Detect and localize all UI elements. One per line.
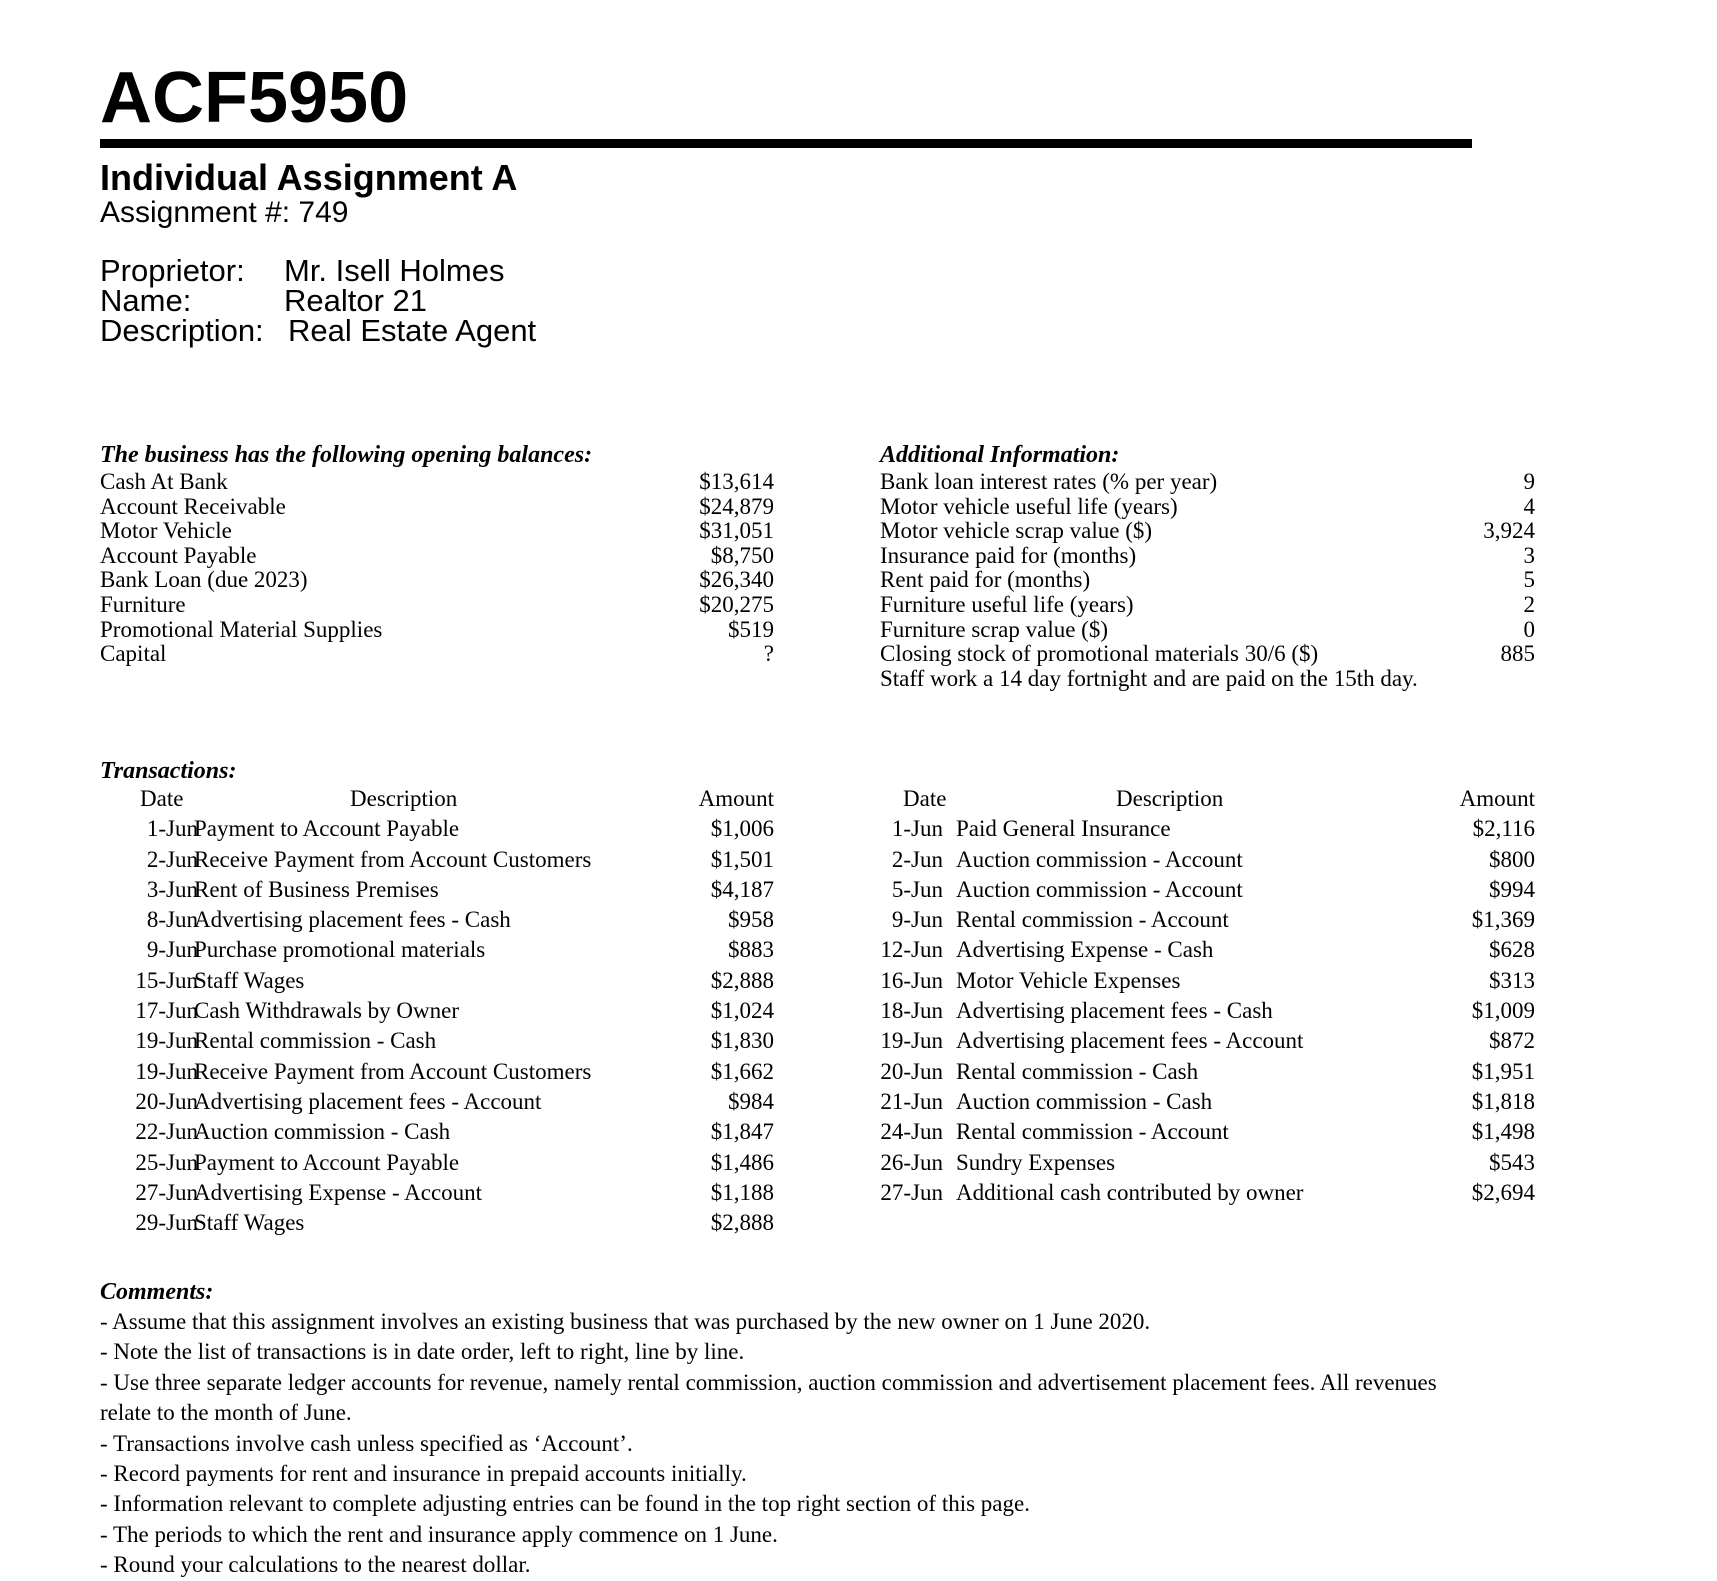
transaction-amount: $1,369 [1471, 907, 1535, 933]
assignment-number: Assignment #: 749 [100, 196, 349, 229]
balance-amount: $24,879 [699, 493, 774, 519]
info-label: Motor vehicle useful life (years) [880, 493, 1178, 519]
transaction-amount: $1,951 [1471, 1058, 1535, 1084]
table-row [860, 875, 1535, 905]
balance-label: Capital [100, 641, 167, 667]
table-row [860, 1057, 1535, 1087]
transaction-date: 20-Jun [880, 1058, 943, 1084]
table-row [860, 1026, 1535, 1056]
transaction-description: Rental commission - Account [956, 1119, 1229, 1145]
transaction-date: 1-Jun [146, 816, 198, 842]
table-row [860, 845, 1535, 875]
amount-column-header: Amount [1459, 786, 1535, 811]
balance-row [100, 618, 774, 643]
additional-information-heading: Additional Information: [880, 442, 1120, 468]
balance-row [100, 568, 774, 593]
table-row [100, 996, 774, 1026]
transaction-description: Rent of Business Premises [194, 876, 439, 902]
transaction-amount: $872 [1489, 1028, 1535, 1054]
transaction-amount: $628 [1489, 937, 1535, 963]
balance-label: Bank Loan (due 2023) [100, 567, 308, 593]
table-row [860, 1117, 1535, 1147]
table-row [860, 935, 1535, 965]
transaction-amount: $543 [1489, 1149, 1535, 1175]
transaction-amount: $958 [728, 907, 774, 933]
info-label: Bank loan interest rates (% per year) [880, 469, 1218, 494]
info-row [880, 544, 1535, 569]
table-row [860, 1178, 1535, 1208]
transaction-description: Auction commission - Account [956, 846, 1243, 872]
comment-line: - Transactions involve cash unless specified as ‘Account’. [100, 1430, 633, 1456]
transaction-date: 12-Jun [880, 937, 943, 963]
transaction-amount: $1,009 [1471, 998, 1535, 1024]
transaction-description: Auction commission - Cash [956, 1088, 1213, 1114]
transaction-description: Receive Payment from Account Customers [194, 1058, 592, 1084]
additional-information [880, 440, 1535, 691]
balance-amount: $20,275 [699, 591, 774, 617]
info-row [880, 495, 1535, 520]
table-row [100, 1087, 774, 1117]
table-row [860, 814, 1535, 844]
opening-balances-list [100, 470, 774, 667]
comments-list [100, 1307, 1460, 1581]
title-rule [100, 139, 1472, 148]
transaction-description: Cash Withdrawals by Owner [194, 998, 460, 1024]
transaction-amount: $2,116 [1472, 816, 1535, 842]
transaction-amount: $2,888 [710, 967, 774, 993]
balance-row [100, 593, 774, 618]
info-value: 2 [1523, 591, 1535, 617]
course-code: ACF5950 [100, 58, 409, 138]
transaction-amount: $1,847 [710, 1119, 774, 1145]
transaction-date: 24-Jun [880, 1119, 943, 1145]
transaction-description: Additional cash contributed by owner [956, 1179, 1304, 1205]
transaction-description: Sundry Expenses [956, 1149, 1116, 1175]
description-value: Real Estate Agent [288, 313, 537, 348]
comments-heading: Comments: [100, 1279, 214, 1305]
comment-line: - The periods to which the rent and insurance apply commence on 1 June. [100, 1521, 778, 1547]
transaction-amount: $1,498 [1471, 1119, 1535, 1145]
date-column-header: Date [140, 786, 184, 811]
table-row [860, 1148, 1535, 1178]
balance-label: Account Payable [100, 542, 257, 568]
table-row [860, 996, 1535, 1026]
info-value: 3,924 [1483, 518, 1535, 544]
table-row [100, 905, 774, 935]
transaction-amount: $2,694 [1471, 1179, 1535, 1205]
info-value: 0 [1523, 616, 1535, 642]
transaction-date: 17-Jun [135, 998, 198, 1024]
comments [100, 1277, 1460, 1581]
info-label: Rent paid for (months) [880, 567, 1091, 593]
table-row [100, 845, 774, 875]
transaction-date: 18-Jun [880, 998, 943, 1024]
info-row [880, 667, 1535, 692]
description-label: Description: [100, 313, 264, 348]
table-row [100, 1026, 774, 1056]
balance-row [100, 544, 774, 569]
transactions-right-rows [860, 814, 1535, 1208]
transaction-description: Rental commission - Cash [194, 1028, 437, 1054]
info-row [880, 568, 1535, 593]
transaction-date: 16-Jun [880, 967, 943, 993]
balance-row [100, 642, 774, 667]
transactions-table-left [100, 784, 774, 1238]
transaction-amount: $1,024 [710, 998, 774, 1024]
comment-line: - Information relevant to complete adjusting entries can be found in the top right section of this page. [100, 1491, 1030, 1517]
info-value: 9 [1523, 469, 1535, 494]
transaction-amount: $1,188 [710, 1179, 774, 1205]
comment-line: - Use three separate ledger accounts for revenue, namely rental commission, auction commission and advertisement placement fees. All revenues relate to the month of June. [100, 1369, 1437, 1426]
transaction-date: 29-Jun [135, 1210, 198, 1236]
transaction-amount: $2,888 [710, 1210, 774, 1236]
transaction-description: Staff Wages [194, 967, 305, 993]
transaction-date: 15-Jun [135, 967, 198, 993]
transactions-table-right [860, 784, 1535, 1208]
table-row [100, 1057, 774, 1087]
transaction-description: Staff Wages [194, 1210, 305, 1236]
amount-column-header: Amount [698, 786, 774, 811]
opening-balances [100, 440, 774, 667]
transaction-date: 26-Jun [880, 1149, 943, 1175]
transaction-description: Auction commission - Cash [194, 1119, 451, 1145]
table-row [860, 905, 1535, 935]
transaction-description: Motor Vehicle Expenses [956, 967, 1181, 993]
transaction-amount: $984 [728, 1088, 774, 1114]
balance-amount: ? [763, 641, 774, 667]
opening-balances-heading: The business has the following opening balances: [100, 442, 593, 468]
comment-line: - Record payments for rent and insurance in prepaid accounts initially. [100, 1461, 747, 1487]
transaction-date: 19-Jun [135, 1028, 198, 1054]
transaction-description: Advertising placement fees - Account [956, 1028, 1304, 1054]
transaction-date: 8-Jun [146, 907, 198, 933]
info-value: 5 [1523, 567, 1535, 593]
transaction-description: Auction commission - Account [956, 876, 1243, 902]
balance-amount: $13,614 [699, 469, 774, 494]
transaction-description: Paid General Insurance [956, 816, 1171, 842]
transaction-date: 19-Jun [880, 1028, 943, 1054]
info-value: 4 [1523, 493, 1535, 519]
table-row [100, 814, 774, 844]
transaction-description: Advertising placement fees - Account [194, 1088, 542, 1114]
transaction-description: Purchase promotional materials [194, 937, 486, 963]
transaction-date: 2-Jun [146, 846, 198, 872]
transaction-description: Advertising placement fees - Cash [194, 907, 511, 933]
description-column-header: Description [1116, 786, 1224, 811]
transaction-description: Advertising placement fees - Cash [956, 998, 1273, 1024]
transaction-date: 25-Jun [135, 1149, 198, 1175]
transaction-description: Advertising Expense - Account [194, 1179, 483, 1205]
transaction-amount: $994 [1489, 876, 1535, 902]
transactions-left-rows [100, 814, 774, 1238]
business-name-value: Realtor 21 [284, 283, 428, 318]
balance-amount: $31,051 [699, 518, 774, 544]
info-label: Closing stock of promotional materials 30/6 ($) [880, 641, 1319, 667]
transaction-date: 21-Jun [880, 1088, 943, 1114]
transaction-amount: $1,830 [710, 1028, 774, 1054]
transaction-amount: $800 [1489, 846, 1535, 872]
balance-amount: $519 [728, 616, 774, 642]
table-row [100, 1117, 774, 1147]
balance-label: Furniture [100, 591, 186, 617]
balance-label: Cash At Bank [100, 469, 228, 494]
info-row [880, 470, 1535, 495]
transaction-amount: $313 [1489, 967, 1535, 993]
transaction-date: 22-Jun [135, 1119, 198, 1145]
table-header [100, 784, 774, 814]
comment-line: - Assume that this assignment involves an existing business that was purchased by the new owner on 1 June 2020. [100, 1309, 1151, 1334]
balance-label: Promotional Material Supplies [100, 616, 383, 642]
table-row [100, 875, 774, 905]
info-label: Furniture useful life (years) [880, 591, 1134, 617]
transaction-date: 20-Jun [135, 1088, 198, 1114]
transaction-amount: $1,662 [710, 1058, 774, 1084]
info-label: Furniture scrap value ($) [880, 616, 1109, 642]
transaction-date: 19-Jun [135, 1058, 198, 1084]
transaction-date: 9-Jun [146, 937, 198, 963]
business-name-label: Name: [100, 283, 192, 318]
proprietor-label: Proprietor: [100, 253, 245, 288]
transaction-date: 5-Jun [891, 876, 943, 902]
transaction-description: Rental commission - Cash [956, 1058, 1199, 1084]
info-label: Staff work a 14 day fortnight and are paid on the 15th day. [880, 665, 1418, 691]
table-row [100, 1178, 774, 1208]
transaction-description: Payment to Account Payable [194, 816, 460, 842]
info-row [880, 618, 1535, 643]
table-header [860, 784, 1535, 814]
table-row [100, 1148, 774, 1178]
transaction-amount: $4,187 [710, 876, 774, 902]
table-row [100, 935, 774, 965]
info-row [880, 642, 1535, 667]
transaction-description: Rental commission - Account [956, 907, 1229, 933]
table-row [100, 966, 774, 996]
transaction-date: 27-Jun [880, 1179, 943, 1205]
info-row [880, 593, 1535, 618]
transaction-date: 3-Jun [146, 876, 198, 902]
table-row [860, 966, 1535, 996]
balance-amount: $8,750 [710, 542, 774, 568]
info-value: 885 [1500, 641, 1535, 667]
balance-row [100, 495, 774, 520]
transaction-description: Advertising Expense - Cash [956, 937, 1214, 963]
info-value: 3 [1523, 542, 1535, 568]
balance-label: Account Receivable [100, 493, 286, 519]
transaction-amount: $1,501 [710, 846, 774, 872]
transaction-description: Receive Payment from Account Customers [194, 846, 592, 872]
transaction-amount: $1,486 [710, 1149, 774, 1175]
table-row [860, 1087, 1535, 1117]
date-column-header: Date [903, 786, 947, 811]
transaction-amount: $1,006 [710, 816, 774, 842]
comment-line: - Round your calculations to the nearest dollar. [100, 1552, 531, 1578]
transaction-date: 9-Jun [891, 907, 943, 933]
transactions-heading: Transactions: [100, 758, 237, 784]
transaction-date: 27-Jun [135, 1179, 198, 1205]
info-label: Motor vehicle scrap value ($) [880, 518, 1153, 544]
info-row [880, 519, 1535, 544]
transaction-amount: $1,818 [1471, 1088, 1535, 1114]
assignment-title: Individual Assignment A [100, 157, 518, 198]
info-label: Insurance paid for (months) [880, 542, 1137, 568]
balance-row [100, 519, 774, 544]
transaction-date: 2-Jun [891, 846, 943, 872]
table-row [100, 1208, 774, 1238]
proprietor-value: Mr. Isell Holmes [284, 253, 505, 288]
balance-row [100, 470, 774, 495]
balance-label: Motor Vehicle [100, 518, 232, 544]
transaction-description: Payment to Account Payable [194, 1149, 460, 1175]
transaction-amount: $883 [728, 937, 774, 963]
transaction-date: 1-Jun [891, 816, 943, 842]
additional-information-list [880, 470, 1535, 691]
balance-amount: $26,340 [699, 567, 774, 593]
description-column-header: Description [350, 786, 458, 811]
comment-line: - Note the list of transactions is in date order, left to right, line by line. [100, 1339, 745, 1365]
